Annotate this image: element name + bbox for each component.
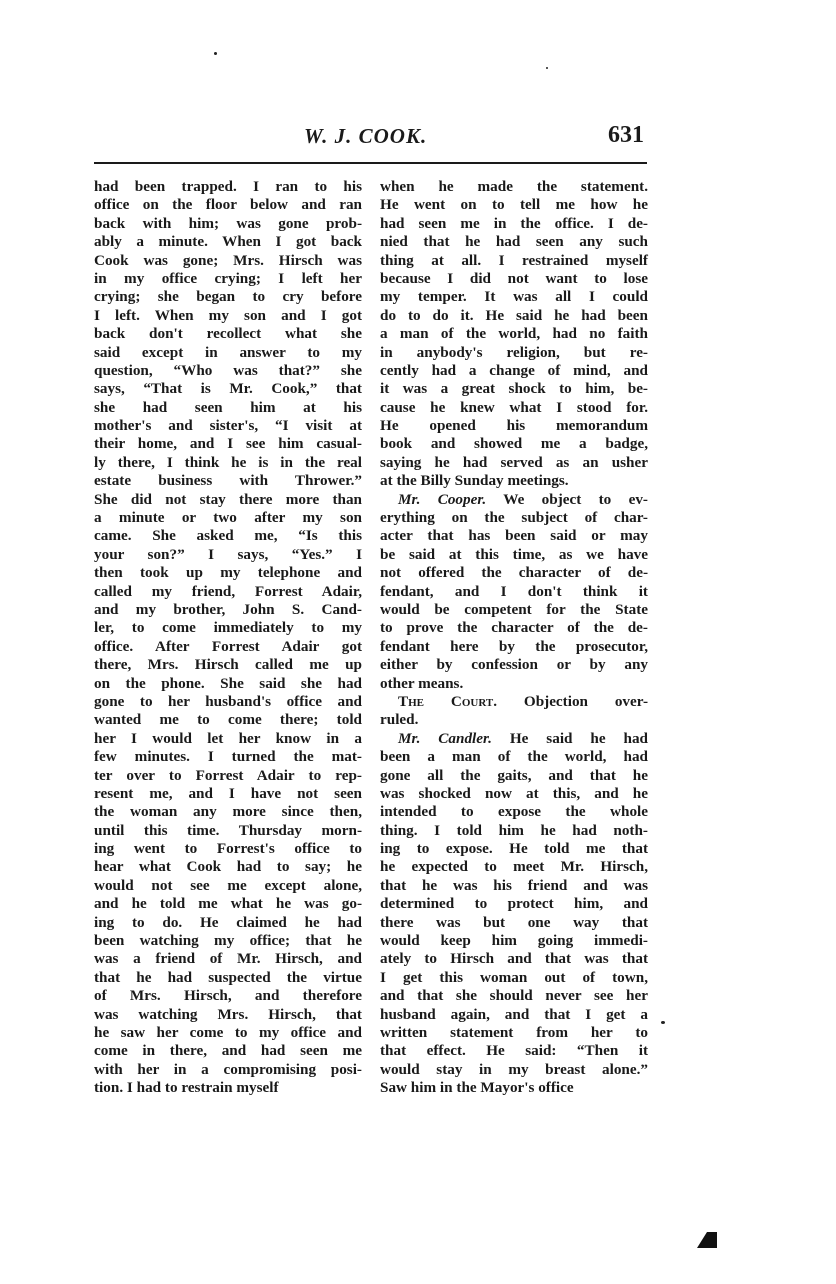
- text-line: because I did not want to lose: [380, 269, 648, 287]
- text-line: ing to expose. He told me that: [380, 840, 648, 858]
- text-line: that he was his friend and was: [380, 876, 648, 894]
- text-line: ruled.: [380, 711, 419, 729]
- text-line: mother's and sister's, “I visit at: [94, 417, 362, 435]
- text-line: Cook was gone; Mrs. Hirsch was: [94, 251, 362, 269]
- text-line: book and showed me a badge,: [380, 435, 648, 453]
- text-line: Saw him in the Mayor's office: [380, 1079, 574, 1097]
- text-line: [380, 693, 648, 711]
- text-line: their home, and I see him casual-: [94, 435, 362, 453]
- text-line: ately to Hirsch and that was that: [380, 950, 648, 968]
- text-line: and that she should never see her: [380, 987, 648, 1005]
- right-column: [380, 178, 648, 1098]
- header-rule: [94, 162, 647, 164]
- text-line: I get this woman out of town,: [380, 968, 648, 986]
- text-line: wanted me to come there; told: [94, 711, 362, 729]
- text-line: a minute or two after my son: [94, 509, 362, 527]
- text-line: called my friend, Forrest Adair,: [94, 582, 362, 600]
- speaker-name: Mr. Candler.: [398, 729, 492, 747]
- scan-speck: [214, 52, 217, 55]
- text-line: acter that has been said or may: [380, 527, 648, 545]
- text-line: when he made the statement.: [380, 178, 648, 195]
- text-line: do to do it. He said he had been: [380, 306, 648, 324]
- scan-speck: [546, 67, 548, 69]
- text-line: ler, to come immediately to my: [94, 619, 362, 637]
- text-line: of Mrs. Hirsch, and therefore: [94, 987, 362, 1005]
- text-line: ing to do. He claimed he had: [94, 913, 362, 931]
- text-line: other means.: [380, 674, 464, 692]
- page-number: 631: [608, 122, 644, 148]
- text-line: that effect. He said: “Then it: [380, 1042, 648, 1060]
- text-line: her I would let her know in a: [94, 729, 362, 747]
- text-line: and he told me what he was go-: [94, 895, 362, 913]
- text-line: he expected to meet Mr. Hirsch,: [380, 858, 648, 876]
- text-line: cently had a change of mind, and: [380, 361, 648, 379]
- text-line: ing went to Forrest's office to: [94, 840, 362, 858]
- text-line: it was a great shock to him, be-: [380, 380, 648, 398]
- text-line: until this time. Thursday morn-: [94, 821, 362, 839]
- text-line: with her in a compromising posi-: [94, 1060, 362, 1078]
- text-line: she had seen him at his: [94, 398, 362, 416]
- scan-mark: [697, 1232, 717, 1248]
- text-line: fendant, and I don't think it: [380, 582, 648, 600]
- text-line: thing at all. I restrained myself: [380, 251, 648, 269]
- text-line: in my office crying; I left her: [94, 269, 362, 287]
- text-line: would stay in my breast alone.”: [380, 1060, 648, 1078]
- text-line: would not see me except alone,: [94, 876, 362, 894]
- text-line: [380, 491, 648, 509]
- text-line: office. After Forrest Adair got: [94, 637, 362, 655]
- text-line: said except in answer to my: [94, 343, 362, 361]
- text-line: and my brother, John S. Cand-: [94, 600, 362, 618]
- text-line: saying he had served as an usher: [380, 453, 648, 471]
- text-line: [380, 730, 648, 748]
- text-line: come in there, and had seen me: [94, 1042, 362, 1060]
- text-line: ably a minute. When I got back: [94, 233, 362, 251]
- text-line: was shocked now at this, and he: [380, 784, 648, 802]
- text-line: your son?” I says, “Yes.” I: [94, 545, 362, 563]
- text-line: hear what Cook had to say; he: [94, 858, 362, 876]
- text-line: there was but one way that: [380, 913, 648, 931]
- text-line: She did not stay there more than: [94, 490, 362, 508]
- text-line: would keep him going immedi-: [380, 932, 648, 950]
- text-line: few minutes. I turned the mat-: [94, 748, 362, 766]
- text-line: at the Billy Sunday meetings.: [380, 472, 569, 490]
- text-line: resent me, and I have not seen: [94, 784, 362, 802]
- text-line: thing. I told him he had noth-: [380, 821, 648, 839]
- text-line: not offered the character of de-: [380, 564, 648, 582]
- text-line: on the phone. She said she had: [94, 674, 362, 692]
- running-title: W. J. COOK.: [304, 124, 428, 148]
- text-line: erything on the subject of char-: [380, 509, 648, 527]
- text-line: tion. I had to restrain myself: [94, 1079, 279, 1097]
- text-line: had seen me in the office. I de-: [380, 214, 648, 232]
- text-line: back don't recollect what she: [94, 325, 362, 343]
- line-text: Objection over-: [497, 692, 648, 710]
- text-line: then took up my telephone and: [94, 564, 362, 582]
- text-line: fendant here by the prosecutor,: [380, 637, 648, 655]
- text-line: was a friend of Mr. Hirsch, and: [94, 950, 362, 968]
- text-line: there, Mrs. Hirsch called me up: [94, 656, 362, 674]
- text-line: came. She asked me, “Is this: [94, 527, 362, 545]
- running-head: [94, 124, 646, 158]
- text-line: was watching Mrs. Hirsch, that: [94, 1005, 362, 1023]
- line-text: We object to ev-: [486, 490, 648, 508]
- text-line: intended to expose the whole: [380, 803, 648, 821]
- text-line: my temper. It was all I could: [380, 288, 648, 306]
- text-line: He opened his memorandum: [380, 417, 648, 435]
- text-line: gone all the gaits, and that he: [380, 766, 648, 784]
- text-line: says, “That is Mr. Cook,” that: [94, 380, 362, 398]
- line-text: He said he had: [491, 729, 649, 747]
- text-line: that he had suspected the virtue: [94, 968, 362, 986]
- text-line: office on the floor below and ran: [94, 196, 362, 214]
- text-line: nied that he had seen any such: [380, 233, 648, 251]
- left-column: [94, 178, 362, 1098]
- text-line: had been trapped. I ran to his: [94, 178, 362, 195]
- text-line: husband again, and that I get a: [380, 1005, 648, 1023]
- text-line: he saw her come to my office and: [94, 1023, 362, 1041]
- text-line: a man of the world, had no faith: [380, 325, 648, 343]
- text-line: to prove the character of the de-: [380, 619, 648, 637]
- text-line: ter over to Forrest Adair to rep-: [94, 766, 362, 784]
- text-line: crying; she began to cry before: [94, 288, 362, 306]
- text-line: gone to her husband's office and: [94, 692, 362, 710]
- text-line: would be competent for the State: [380, 600, 648, 618]
- text-line: question, “Who was that?” she: [94, 361, 362, 379]
- text-line: He went on to tell me how he: [380, 196, 648, 214]
- court-label: The Court.: [398, 692, 498, 710]
- text-line: either by confession or by any: [380, 656, 648, 674]
- text-line: been watching my office; that he: [94, 932, 362, 950]
- text-line: the woman any more since then,: [94, 803, 362, 821]
- text-line: back with him; was gone prob-: [94, 214, 362, 232]
- text-line: estate business with Thrower.”: [94, 472, 362, 490]
- text-line: ly there, I think he is in the real: [94, 453, 362, 471]
- scan-speck: [661, 1021, 665, 1024]
- text-line: written statement from her to: [380, 1023, 648, 1041]
- speaker-name: Mr. Cooper.: [398, 490, 487, 508]
- text-line: be said at this time, as we have: [380, 545, 648, 563]
- text-line: determined to protect him, and: [380, 895, 648, 913]
- text-line: been a man of the world, had: [380, 748, 648, 766]
- text-line: cause he knew what I stood for.: [380, 398, 648, 416]
- text-line: I left. When my son and I got: [94, 306, 362, 324]
- text-line: in anybody's religion, but re-: [380, 343, 648, 361]
